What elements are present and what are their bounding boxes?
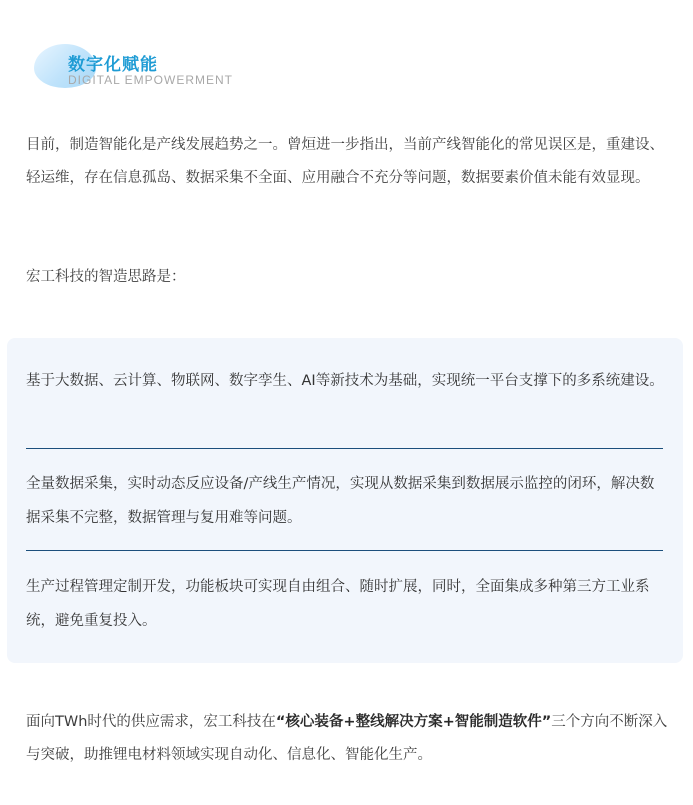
closing-paragraph xyxy=(26,706,668,772)
closing-highlight: “核心装备+整线解决方案+智能制造软件” xyxy=(275,714,552,730)
closing-prefix: 面向TWh时代的供应需求，宏工科技在 xyxy=(26,714,276,730)
section-title: 数字化赋能 xyxy=(68,55,158,75)
intro-paragraph: 目前，制造智能化是产线发展趋势之一。曾烜进一步指出，当前产线智能化的常见误区是，重建设、轻运维，存在信息孤岛、数据采集不全面、应用融合不充分等问题，数据要素价值未能有效显现。 xyxy=(26,137,664,186)
section-subtitle: DIGITAL EMPOWERMENT xyxy=(68,73,234,87)
approach-lead-paragraph: 宏工科技的智造思路是： xyxy=(26,269,186,285)
approach-box xyxy=(7,338,683,663)
approach-item-1: 基于大数据、云计算、物联网、数字孪生、AI等新技术为基础，实现统一平台支撑下的多系统建设。 xyxy=(26,373,664,389)
closing-suffix: 三个方向不断深入与突破，助推锂电材料领域实现自动化、信息化、智能化生产。 xyxy=(26,714,668,763)
approach-divider-1 xyxy=(26,448,663,449)
approach-item-3: 生产过程管理定制开发，功能板块可实现自由组合、随时扩展，同时，全面集成多种第三方工业系统，避免重复投入。 xyxy=(26,579,650,629)
approach-divider-2 xyxy=(26,550,663,551)
approach-item-2: 全量数据采集，实时动态反应设备/产线生产情况，实现从数据采集到数据展示监控的闭环，解决数据采集不完整，数据管理与复用难等问题。 xyxy=(26,476,655,526)
section-header xyxy=(34,40,294,96)
